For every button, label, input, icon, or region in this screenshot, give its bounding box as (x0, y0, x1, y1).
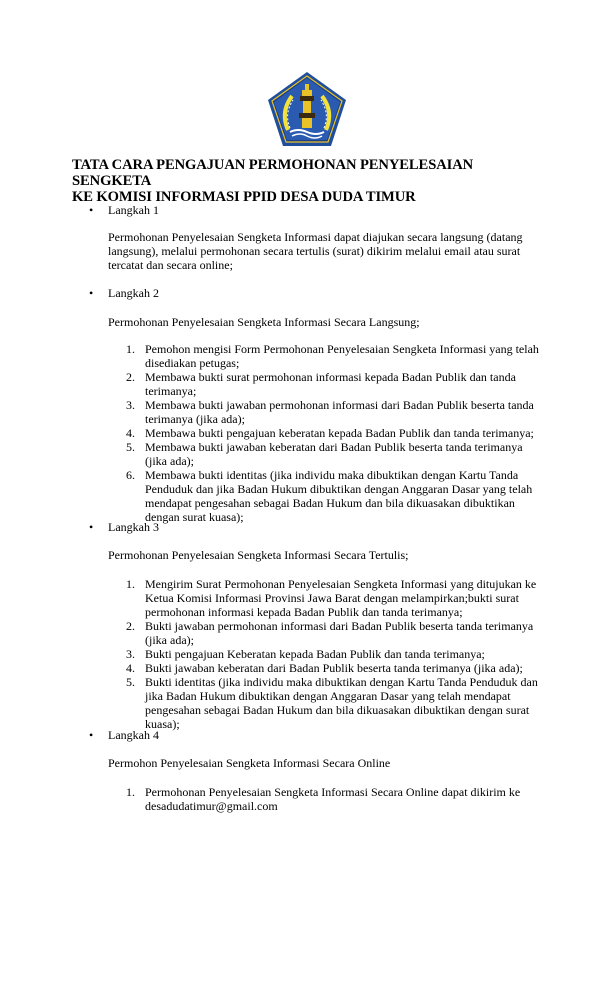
list-item (145, 675, 540, 731)
list-number: 2. (126, 370, 135, 384)
item-line: Membawa bukti identitas (jika individu maka dibuktikan dengan Kartu Tanda (145, 468, 519, 482)
item-line: Permohonan Penyelesaian Sengketa Informasi Secara Online dapat dikirim ke (145, 785, 521, 799)
item-line: permohonan informasi kepada Badan Publik dan tanda terimanya; (145, 605, 463, 619)
item-line: Pemohon mengisi Form Permohonan Penyelesaian Sengketa Informasi yang telah (145, 342, 539, 356)
step-3-label: Langkah 3 (108, 520, 159, 534)
step-4-label: Langkah 4 (108, 728, 159, 742)
item-line: disediakan petugas; (145, 356, 240, 370)
item-line: (jika ada); (145, 633, 194, 647)
list-number: 4. (126, 426, 135, 440)
item-line: pengesahan sebagai Badan Hukum dan bila dikuasakan dibuktikan dengan surat (145, 703, 530, 717)
list-item (145, 619, 540, 647)
title-line-1: TATA CARA PENGAJUAN PERMOHONAN PENYELESAIAN SENGKETA (72, 157, 474, 189)
list-number: 1. (126, 785, 135, 799)
list-item (145, 370, 540, 398)
item-line[interactable]: desadudatimur@gmail.com (145, 799, 278, 813)
list-item (145, 468, 540, 524)
list-item (145, 342, 540, 370)
item-line: Mengirim Surat Permohonan Penyelesaian Sengketa Informasi yang ditujukan ke (145, 577, 537, 591)
list-item (145, 785, 540, 813)
item-line: jika Badan Hukum dibuktikan dengan Anggaran Dasar yang telah mendapat (145, 689, 511, 703)
title-line-2: KE KOMISI INFORMASI PPID DESA DUDA TIMUR (72, 189, 416, 205)
item-line: Penduduk dan jika Badan Hukum dibuktikan dengan Anggaran Dasar yang telah (145, 482, 533, 496)
list-number: 4. (126, 661, 135, 675)
list-number: 5. (126, 440, 135, 454)
list-number: 1. (126, 342, 135, 356)
list-number: 2. (126, 619, 135, 633)
bullet: • (89, 203, 94, 217)
step-1-label: Langkah 1 (108, 203, 159, 217)
list-item (145, 426, 540, 440)
bullet: • (89, 520, 94, 534)
village-emblem-logo (266, 70, 348, 148)
item-line: Membawa bukti jawaban permohonan informasi dari Badan Publik beserta tanda (145, 398, 534, 412)
step-2-heading: Permohonan Penyelesaian Sengketa Informasi Secara Langsung; (108, 315, 420, 329)
item-line: Bukti pengajuan Keberatan kepada Badan Publik dan tanda terimanya; (145, 647, 485, 661)
item-line: mendapat pengesahan sebagai Badan Hukum dan bila dikuasakan dibuktikan (145, 496, 515, 510)
text-line: Permohonan Penyelesaian Sengketa Informasi dapat diajukan secara langsung (datang (108, 230, 523, 244)
list-item (145, 661, 540, 675)
item-line: (jika ada); (145, 454, 194, 468)
item-line: Bukti jawaban keberatan dari Badan Publik beserta tanda terimanya (jika ada); (145, 661, 523, 675)
item-line: Bukti jawaban permohonan informasi dari Badan Publik beserta tanda terimanya (145, 619, 534, 633)
list-item (145, 577, 540, 619)
list-number: 6. (126, 468, 135, 482)
list-number: 3. (126, 398, 135, 412)
text-line: tercatat dan secara online; (108, 258, 233, 272)
step-4-heading: Permohon Penyelesaian Sengketa Informasi Secara Online (108, 756, 391, 770)
list-number: 1. (126, 577, 135, 591)
step-2-label: Langkah 2 (108, 286, 159, 300)
text-line: langsung), melalui permohonan secara tertulis (surat) dikirim melalui email atau surat (108, 244, 521, 258)
item-line: Ketua Komisi Informasi Provinsi Jawa Barat dengan melampirkan;bukti surat (145, 591, 519, 605)
document-title (72, 157, 552, 205)
item-line: Bukti identitas (jika individu maka dibuktikan dengan Kartu Tanda Penduduk dan (145, 675, 538, 689)
list-number: 3. (126, 647, 135, 661)
item-line: terimanya; (145, 384, 197, 398)
item-line: Membawa bukti surat permohonan informasi kepada Badan Publik dan tanda (145, 370, 516, 384)
item-line: Membawa bukti jawaban keberatan dari Badan Publik beserta tanda terimanya (145, 440, 523, 454)
list-item (145, 647, 540, 661)
item-line: Membawa bukti pengajuan keberatan kepada Badan Publik dan tanda terimanya; (145, 426, 534, 440)
step-1-text (108, 230, 548, 272)
step-3-heading: Permohonan Penyelesaian Sengketa Informasi Secara Tertulis; (108, 548, 409, 562)
bullet: • (89, 728, 94, 742)
bullet: • (89, 286, 94, 300)
list-item (145, 398, 540, 426)
item-line: kuasa); (145, 717, 180, 731)
list-number: 5. (126, 675, 135, 689)
item-line: terimanya (jika ada); (145, 412, 245, 426)
list-item (145, 440, 540, 468)
item-line: dengan surat kuasa); (145, 510, 244, 524)
